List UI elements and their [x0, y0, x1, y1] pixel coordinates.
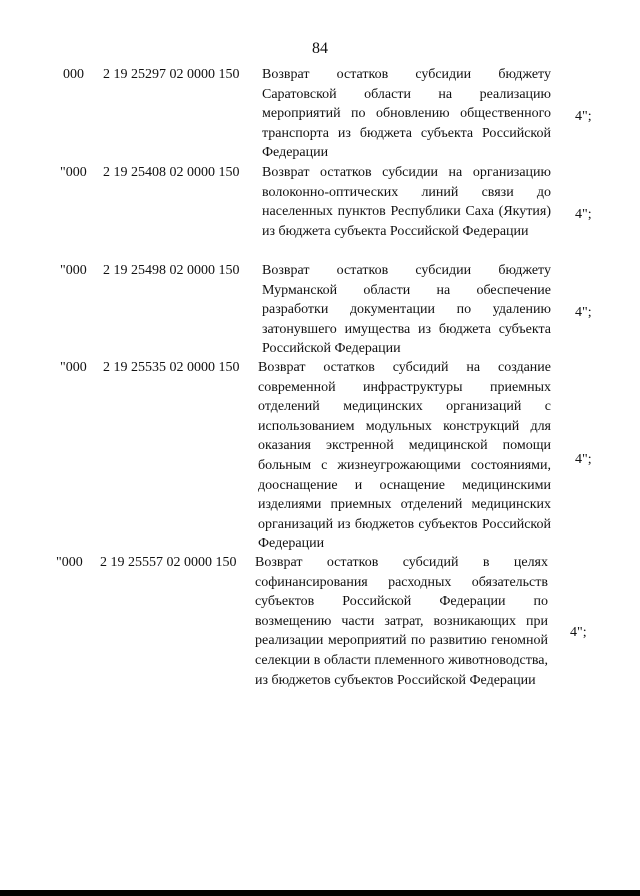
row-code: "000: [60, 263, 87, 278]
row-description: Возврат остатков субсидии бюджету Саратовской области на реализацию мероприятий по обновлению общественного транспорта из бюджета субъекта Российской Федерации: [262, 67, 551, 161]
row-description: Возврат остатков субсидий в целях софинансирования расходных обязательств субъектов Российской Федерации по возмещению части затрат, возникающих при реализации мероприятий по развитию геномной селекции в области племенного животноводства, из бюджетов субъектов Российской Федерации: [255, 555, 548, 688]
row-kbk-code: 2 19 25498 02 0000 150: [103, 263, 240, 278]
row-suffix: 4";: [575, 109, 592, 124]
row-code: "000: [60, 360, 87, 375]
row-code: "000: [56, 555, 83, 570]
scan-edge: [0, 890, 640, 896]
row-code: 000: [63, 67, 84, 82]
row-description: Возврат остатков субсидий на создание современной инфраструктуры приемных отделений медицинских организаций с использованием модульных конструкций для оказания экстренной медицинской помощи больным с жизнеугрожающими состояниями, дооснащение и оснащение медицинскими изделиями приемных отделений медицинских организаций из бюджетов субъектов Российской Федерации: [258, 360, 551, 552]
row-suffix: 4";: [575, 452, 592, 467]
row-kbk-code: 2 19 25408 02 0000 150: [103, 165, 240, 180]
row-kbk-code: 2 19 25297 02 0000 150: [103, 67, 240, 82]
row-suffix: 4";: [575, 305, 592, 320]
row-kbk-code: 2 19 25535 02 0000 150: [103, 360, 240, 375]
row-suffix: 4";: [570, 625, 587, 640]
row-kbk-code: 2 19 25557 02 0000 150: [100, 555, 237, 570]
row-description: Возврат остатков субсидии бюджету Мурманской области на обеспечение разработки документации по удалению затонувшего имущества из бюджета субъекта Российской Федерации: [262, 263, 551, 357]
row-code: "000: [60, 165, 87, 180]
row-suffix: 4";: [575, 207, 592, 222]
page-number: 84: [312, 40, 328, 57]
row-description: Возврат остатков субсидии на организацию волоконно-оптических линий связи до населенных пунктов Республики Саха (Якутия) из бюджета субъекта Российской Федерации: [262, 165, 551, 239]
